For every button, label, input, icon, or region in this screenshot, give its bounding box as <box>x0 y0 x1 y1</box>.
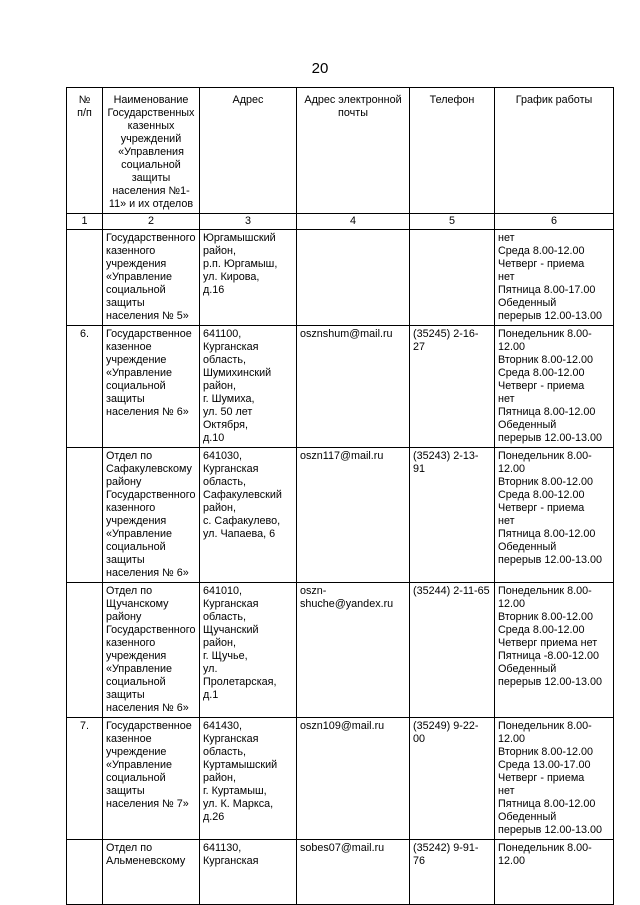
office-phone: (35249) 9-22- 00 <box>410 718 495 840</box>
office-phone: (35244) 2-11-65 <box>410 583 495 718</box>
column-number: 5 <box>410 214 495 230</box>
office-phone: (35242) 9-91- 76 <box>410 840 495 905</box>
office-email <box>297 230 410 326</box>
table-row <box>67 448 614 583</box>
table-row <box>67 230 614 326</box>
header-schedule: График работы <box>495 88 614 214</box>
office-phone: (35245) 2-16- 27 <box>410 326 495 448</box>
column-number: 3 <box>200 214 297 230</box>
row-number: 7. <box>67 718 103 840</box>
office-name: Отдел по Щучанскому району Государственного казенного учреждения «Управление социальной защиты населения № 6» <box>103 583 200 718</box>
table-row <box>67 326 614 448</box>
header-email: Адрес электронной почты <box>297 88 410 214</box>
office-schedule: Понедельник 8.00- 12.00 Вторник 8.00-12.00 Среда 8.00-12.00 Четверг приема нет Пятница -8.00-12.00 Обеденный перерыв 12.00-13.00 <box>495 583 614 718</box>
row-number: 6. <box>67 326 103 448</box>
table-row <box>67 583 614 718</box>
header-number: № п/п <box>67 88 103 214</box>
office-name: Государственное казенное учреждение «Управление социальной защиты населения № 7» <box>103 718 200 840</box>
office-schedule: Понедельник 8.00- 12.00 <box>495 840 614 905</box>
column-number: 2 <box>103 214 200 230</box>
column-numbers-row <box>67 214 614 230</box>
table-row <box>67 840 614 905</box>
office-schedule: Понедельник 8.00- 12.00 Вторник 8.00-12.00 Среда 8.00-12.00 Четверг - приема нет Пятница 8.00-12.00 Обеденный перерыв 12.00-13.00 <box>495 448 614 583</box>
office-name: Отдел по Сафакулевскому району Государственного казенного учреждения «Управление социальной защиты населения № 6» <box>103 448 200 583</box>
office-schedule: Понедельник 8.00- 12.00 Вторник 8.00-12.00 Среда 8.00-12.00 Четверг - приема нет Пятница 8.00-12.00 Обеденный перерыв 12.00-13.00 <box>495 326 614 448</box>
table-header-row <box>67 88 614 214</box>
office-address: 641100, Курганская область, Шумихинский район, г. Шумиха, ул. 50 лет Октября, д.10 <box>200 326 297 448</box>
office-address: 641130, Курганская <box>200 840 297 905</box>
row-number <box>67 448 103 583</box>
office-schedule: нет Среда 8.00-12.00 Четверг - приема нет Пятница 8.00-17.00 Обеденный перерыв 12.00-13.00 <box>495 230 614 326</box>
column-number: 6 <box>495 214 614 230</box>
table-row <box>67 718 614 840</box>
office-name: Отдел по Альменевскому <box>103 840 200 905</box>
header-name: Наименование Государственных казенных учреждений «Управления социальной защиты населения №1- 11» и их отделов <box>103 88 200 214</box>
office-email: oszn117@mail.ru <box>297 448 410 583</box>
office-email: oszn109@mail.ru <box>297 718 410 840</box>
office-email: sobes07@mail.ru <box>297 840 410 905</box>
row-number <box>67 230 103 326</box>
column-number: 4 <box>297 214 410 230</box>
row-number <box>67 840 103 905</box>
office-address: 641030, Курганская область, Сафакулевский район, с. Сафакулево, ул. Чапаева, 6 <box>200 448 297 583</box>
office-address: 641010, Курганская область, Щучанский район, г. Щучье, ул. Пролетарская, д.1 <box>200 583 297 718</box>
office-phone: (35243) 2-13- 91 <box>410 448 495 583</box>
office-address: Юргамышский район, р.п. Юргамыш, ул. Кирова, д.16 <box>200 230 297 326</box>
office-name: Государственное казенное учреждение «Управление социальной защиты населения № 6» <box>103 326 200 448</box>
office-email: osznshum@mail.ru <box>297 326 410 448</box>
row-number <box>67 583 103 718</box>
header-address: Адрес <box>200 88 297 214</box>
header-phone: Телефон <box>410 88 495 214</box>
office-phone <box>410 230 495 326</box>
office-name: Государственного казенного учреждения «Управление социальной защиты населения № 5» <box>103 230 200 326</box>
offices-table <box>66 87 614 905</box>
office-email: oszn- shuche@yandex.ru <box>297 583 410 718</box>
office-address: 641430, Курганская область, Куртамышский район, г. Куртамыш, ул. К. Маркса, д.26 <box>200 718 297 840</box>
column-number: 1 <box>67 214 103 230</box>
office-schedule: Понедельник 8.00- 12.00 Вторник 8.00-12.00 Среда 13.00-17.00 Четверг - приема нет Пятница 8.00-12.00 Обеденный перерыв 12.00-13.00 <box>495 718 614 840</box>
page-number: 20 <box>311 60 329 77</box>
